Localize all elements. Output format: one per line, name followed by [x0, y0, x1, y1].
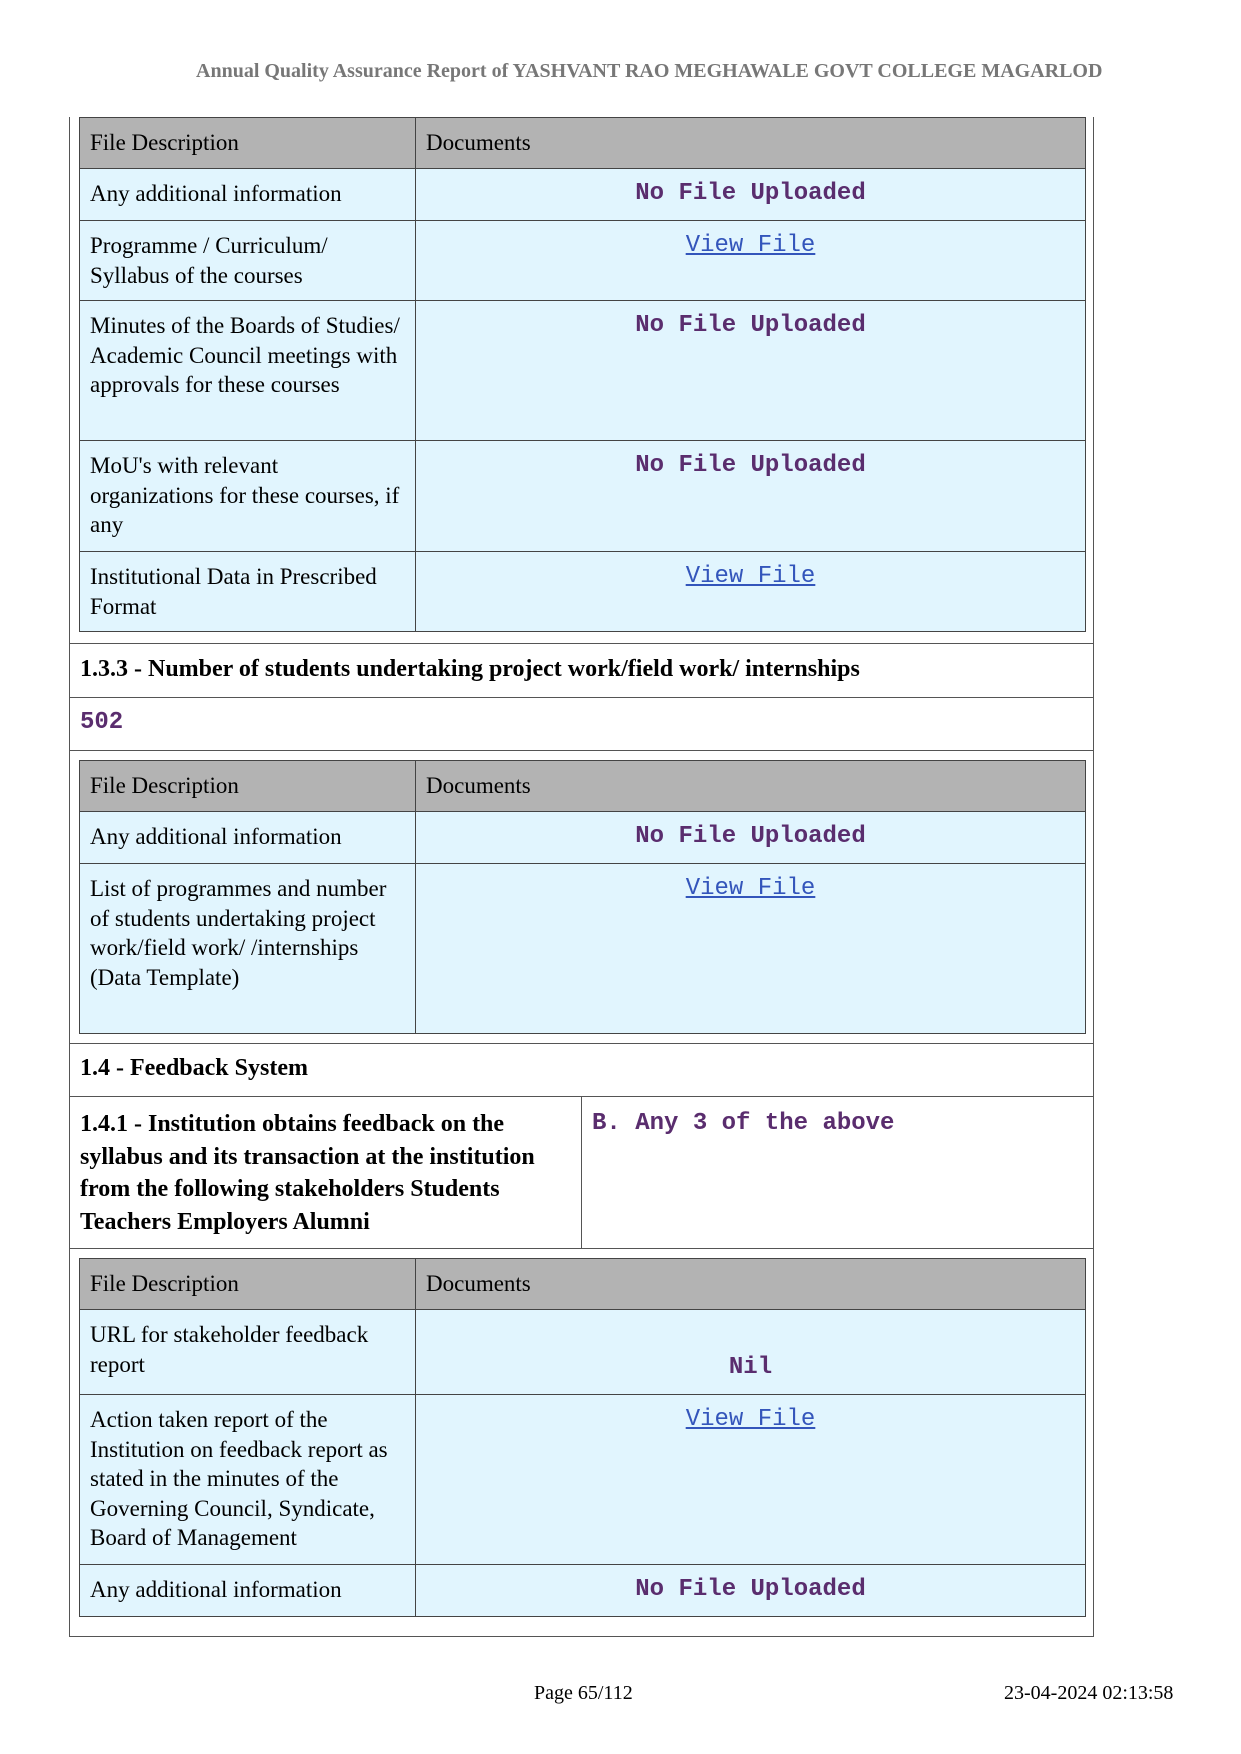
file-table-1 [79, 117, 1086, 632]
table-row [80, 812, 1086, 864]
view-file-link[interactable]: View File [685, 1406, 816, 1433]
table-row [80, 1310, 1086, 1395]
file-description: Programme / Curriculum/ Syllabus of the courses [80, 221, 416, 301]
file-description: MoU's with relevant organizations for these courses, if any [80, 441, 416, 552]
table-row [80, 864, 1086, 1034]
divider [69, 643, 1094, 644]
file-description: Institutional Data in Prescribed Format [80, 552, 416, 632]
no-file-uploaded: No File Uploaded [635, 312, 866, 339]
col-file-description: File Description [80, 118, 416, 169]
table-row [80, 221, 1086, 301]
divider [69, 697, 1094, 698]
table-row [80, 1395, 1086, 1565]
no-file-uploaded: No File Uploaded [635, 823, 866, 850]
section-1-3-3-title: 1.3.3 - Number of students undertaking project work/field work/ internships [80, 656, 860, 682]
no-file-uploaded: No File Uploaded [635, 180, 866, 207]
col-documents: Documents [416, 1259, 1086, 1310]
no-file-uploaded: No File Uploaded [635, 452, 866, 479]
view-file-link[interactable]: View File [685, 563, 816, 590]
file-description: Any additional information [80, 812, 416, 864]
file-description: Any additional information [80, 169, 416, 221]
file-description: URL for stakeholder feedback report [80, 1310, 416, 1395]
file-table-2 [79, 760, 1086, 1034]
divider [69, 750, 1094, 751]
generated-datetime: 23-04-2024 02:13:58 [1004, 1682, 1174, 1704]
col-file-description: File Description [80, 761, 416, 812]
table-row [80, 441, 1086, 552]
table-row [80, 169, 1086, 221]
view-file-link[interactable]: View File [685, 232, 816, 259]
file-description: Action taken report of the Institution on feedback report as stated in the minutes of the Governing Council, Syndicate, Board of Management [80, 1395, 416, 1565]
no-file-uploaded: No File Uploaded [635, 1576, 866, 1603]
view-file-link[interactable]: View File [685, 875, 816, 902]
section-1-4-title: 1.4 - Feedback System [80, 1055, 308, 1081]
divider [69, 1043, 1094, 1044]
col-documents: Documents [416, 761, 1086, 812]
page-number: Page 65/112 [534, 1682, 633, 1704]
col-documents: Documents [416, 118, 1086, 169]
question-1-4-1: 1.4.1 - Institution obtains feedback on the syllabus and its transaction at the institution from the following stakeholders Students Teachers Employers Alumni [80, 1111, 535, 1235]
table-row [80, 1565, 1086, 1617]
file-description: List of programmes and number of students undertaking project work/field work/ /internships (Data Template) [80, 864, 416, 1034]
divider [69, 1248, 1094, 1249]
students-count-value: 502 [80, 709, 124, 736]
table-row [80, 301, 1086, 441]
table-row [80, 552, 1086, 632]
nil-value: Nil [728, 1353, 773, 1381]
report-header: Annual Quality Assurance Report of YASHVANT RAO MEGHAWALE GOVT COLLEGE MAGARLOD [196, 60, 1103, 82]
file-table-3 [79, 1258, 1086, 1617]
file-description: Minutes of the Boards of Studies/ Academic Council meetings with approvals for these courses [80, 301, 416, 441]
column-divider [581, 1096, 582, 1248]
col-file-description: File Description [80, 1259, 416, 1310]
feedback-answer: B. Any 3 of the above [592, 1110, 895, 1137]
file-description: Any additional information [80, 1565, 416, 1617]
